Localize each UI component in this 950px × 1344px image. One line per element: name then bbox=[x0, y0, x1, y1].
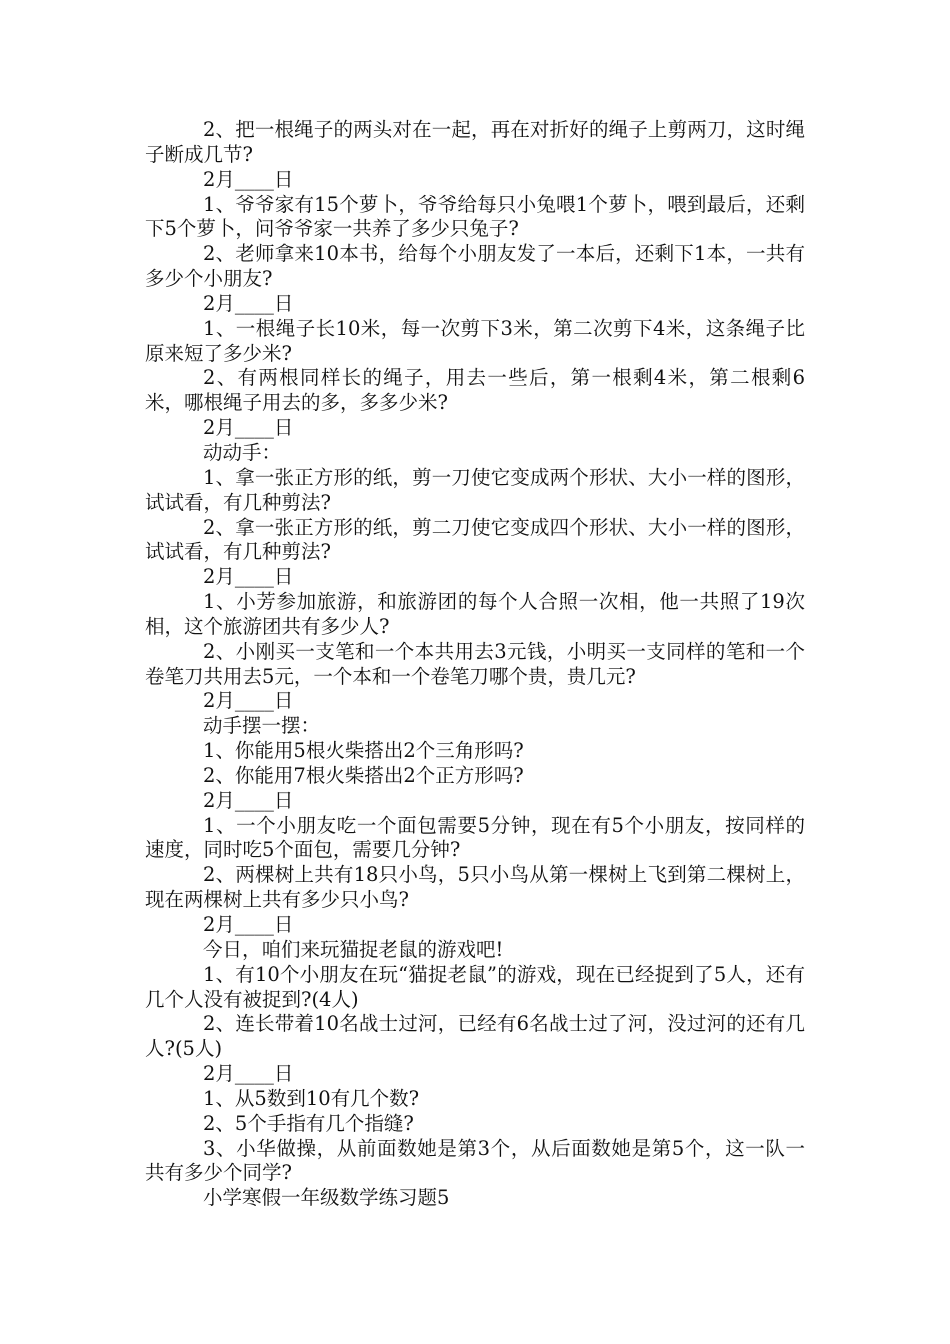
question-paragraph: 1、一个小朋友吃一个面包需要5分钟，现在有5个小朋友，按同样的速度，同时吃5个面包，需要几分钟? bbox=[145, 813, 805, 862]
question-paragraph: 1、从5数到10有几个数? bbox=[203, 1086, 420, 1110]
question-paragraph: 2、你能用7根火柴搭出2个正方形吗? bbox=[203, 763, 524, 787]
date-line: 2月____日 bbox=[203, 1062, 294, 1086]
section-heading: 今日，咱们来玩猫捉老鼠的游戏吧! bbox=[203, 937, 504, 961]
question-paragraph: 2、连长带着10名战士过河，已经有6名战士过了河，没过河的还有几人?(5人) bbox=[145, 1012, 805, 1061]
date-line: 2月____日 bbox=[203, 788, 294, 812]
question-paragraph: 1、拿一张正方形的纸，剪一刀使它变成两个形状、大小一样的图形，试试看，有几种剪法? bbox=[145, 465, 805, 514]
question-paragraph: 2、两棵树上共有18只小鸟，5只小鸟从第一棵树上飞到第二棵树上，现在两棵树上共有多少只小鸟? bbox=[145, 863, 805, 912]
question-paragraph: 2、拿一张正方形的纸，剪二刀使它变成四个形状、大小一样的图形，试试看，有几种剪法? bbox=[145, 515, 805, 564]
date-line: 2月____日 bbox=[203, 167, 294, 191]
question-paragraph: 2、小刚买一支笔和一个本共用去3元钱，小明买一支同样的笔和一个卷笔刀共用去5元，一个本和一个卷笔刀哪个贵，贵几元? bbox=[145, 639, 805, 688]
document-body bbox=[145, 118, 805, 1211]
question-paragraph: 1、小芳参加旅游，和旅游团的每个人合照一次相，他一共照了19次相，这个旅游团共有多少人? bbox=[145, 590, 805, 638]
date-line: 2月____日 bbox=[203, 416, 294, 440]
section-heading: 动手摆一摆： bbox=[203, 714, 321, 738]
date-line: 2月____日 bbox=[203, 689, 294, 713]
date-line: 2月____日 bbox=[203, 913, 294, 936]
question-paragraph: 2、老师拿来10本书，给每个小朋友发了一本后，还剩下1本，一共有多少个小朋友? bbox=[145, 242, 805, 291]
section-heading: 动动手： bbox=[203, 440, 282, 464]
question-paragraph: 1、有10个小朋友在玩“猫捉老鼠”的游戏，现在已经捉到了5人，还有几个人没有被捉到?(4人) bbox=[145, 962, 805, 1011]
question-paragraph: 2、把一根绳子的两头对在一起，再在对折好的绳子上剪两刀，这时绳子断成几节? bbox=[145, 118, 805, 166]
question-paragraph: 2、有两根同样长的绳子，用去一些后，第一根剩4米，第二根剩6米，哪根绳子用去的多，多多少米? bbox=[145, 366, 805, 415]
question-paragraph: 3、小华做操，从前面数她是第3个，从后面数她是第5个，这一队一共有多少个同学? bbox=[145, 1136, 805, 1185]
question-paragraph: 1、一根绳子长10米，每一次剪下3米，第二次剪下4米，这条绳子比原来短了多少米? bbox=[145, 316, 805, 365]
question-paragraph: 1、爷爷家有15个萝卜，爷爷给每只小兔喂1个萝卜，喂到最后，还剩下5个萝卜，问爷爷家一共养了多少只兔子? bbox=[145, 192, 805, 241]
document-title-line: 小学寒假一年级数学练习题5 bbox=[203, 1186, 450, 1210]
date-line: 2月____日 bbox=[203, 291, 294, 315]
date-line: 2月____日 bbox=[203, 565, 294, 589]
question-paragraph: 1、你能用5根火柴搭出2个三角形吗? bbox=[203, 739, 524, 763]
question-paragraph: 2、5个手指有几个指缝? bbox=[203, 1111, 414, 1135]
